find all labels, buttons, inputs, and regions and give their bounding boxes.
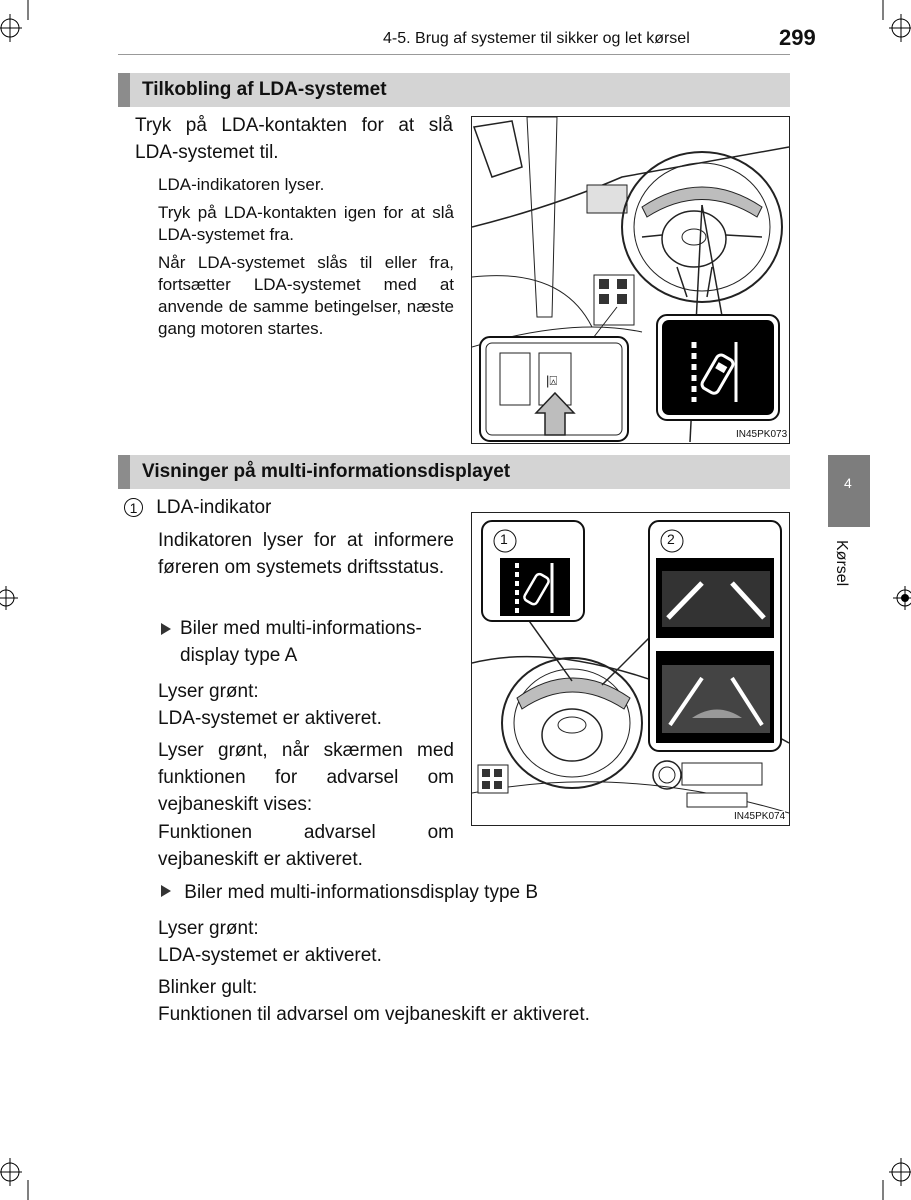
crop-mark-bottom-left	[0, 1150, 40, 1200]
callout-number-1: 1	[500, 531, 508, 547]
status-line: LDA-systemet er aktiveret.	[158, 945, 382, 966]
bullet-arrow-icon	[161, 885, 171, 897]
item-number-badge: 1	[124, 498, 143, 517]
lda-switch-illustration	[471, 116, 790, 444]
figure-code: IN45PK073	[736, 429, 788, 440]
status-line: Funktionen advarsel om vejbaneskift er aktiveret.	[158, 822, 454, 870]
chapter-header: 4-5. Brug af systemer til sikker og let kørsel	[383, 30, 690, 47]
bullet-arrow-icon	[161, 623, 171, 635]
type-b-label: Biler med multi-informationsdisplay type B	[184, 882, 539, 903]
status-line: Lyser grønt:	[158, 918, 259, 939]
note-text: Tryk på LDA-kontakten igen for at slå LDA-systemet fra.	[158, 203, 454, 244]
type-a-heading	[158, 615, 454, 669]
section-heading-bar	[118, 455, 790, 489]
chapter-tab	[828, 455, 870, 527]
header-rule	[118, 54, 790, 55]
callout-number-2: 2	[667, 531, 675, 547]
note-text: Når LDA-systemet slås til eller fra, fortsætter LDA-systemet med at anvende de samme betingelser, næste gang motoren startes.	[158, 253, 454, 338]
item-heading	[124, 494, 271, 521]
instruction-text: Tryk på LDA-kontakten for at slå LDA-systemet til.	[135, 115, 453, 163]
display-illustration	[471, 512, 790, 826]
status-line: Lyser grønt:	[158, 681, 259, 702]
crop-mark-bottom-right	[871, 1150, 911, 1200]
crop-mark-top-right	[871, 0, 911, 50]
item-description: Indikatoren lyser for at informere føreren om systemets driftsstatus.	[158, 530, 454, 578]
chapter-tab-label: Kørsel	[833, 540, 850, 587]
type-b-heading	[158, 879, 538, 906]
item-label: LDA-indikator	[156, 497, 272, 518]
section-heading-bar	[118, 73, 790, 107]
status-line: Funktionen til advarsel om vejbaneskift er aktiveret.	[158, 1004, 590, 1025]
status-line: Blinker gult:	[158, 977, 258, 998]
status-line: LDA-systemet er aktiveret.	[158, 708, 382, 729]
crop-mark-top-left	[0, 0, 40, 50]
section-title: Tilkobling af LDA-systemet	[142, 79, 387, 100]
crop-mark-left-middle	[0, 580, 25, 616]
type-a-label: Biler med multi-informations-display type A	[180, 618, 422, 666]
figure-code: IN45PK074	[734, 811, 786, 822]
display-drawing	[472, 513, 789, 825]
crop-mark-right-middle	[886, 580, 911, 616]
chapter-tab-number: 4	[844, 475, 852, 491]
page-number: 299	[779, 25, 816, 50]
status-line: Lyser grønt, når skærmen med funktionen for advarsel om vejbaneskift vises:	[158, 740, 454, 815]
note-text: LDA-indikatoren lyser.	[158, 175, 325, 194]
dashboard-drawing	[472, 117, 789, 443]
section-title: Visninger på multi-informationsdisplayet	[142, 461, 511, 482]
svg-text:|⍓: |⍓	[546, 373, 558, 388]
